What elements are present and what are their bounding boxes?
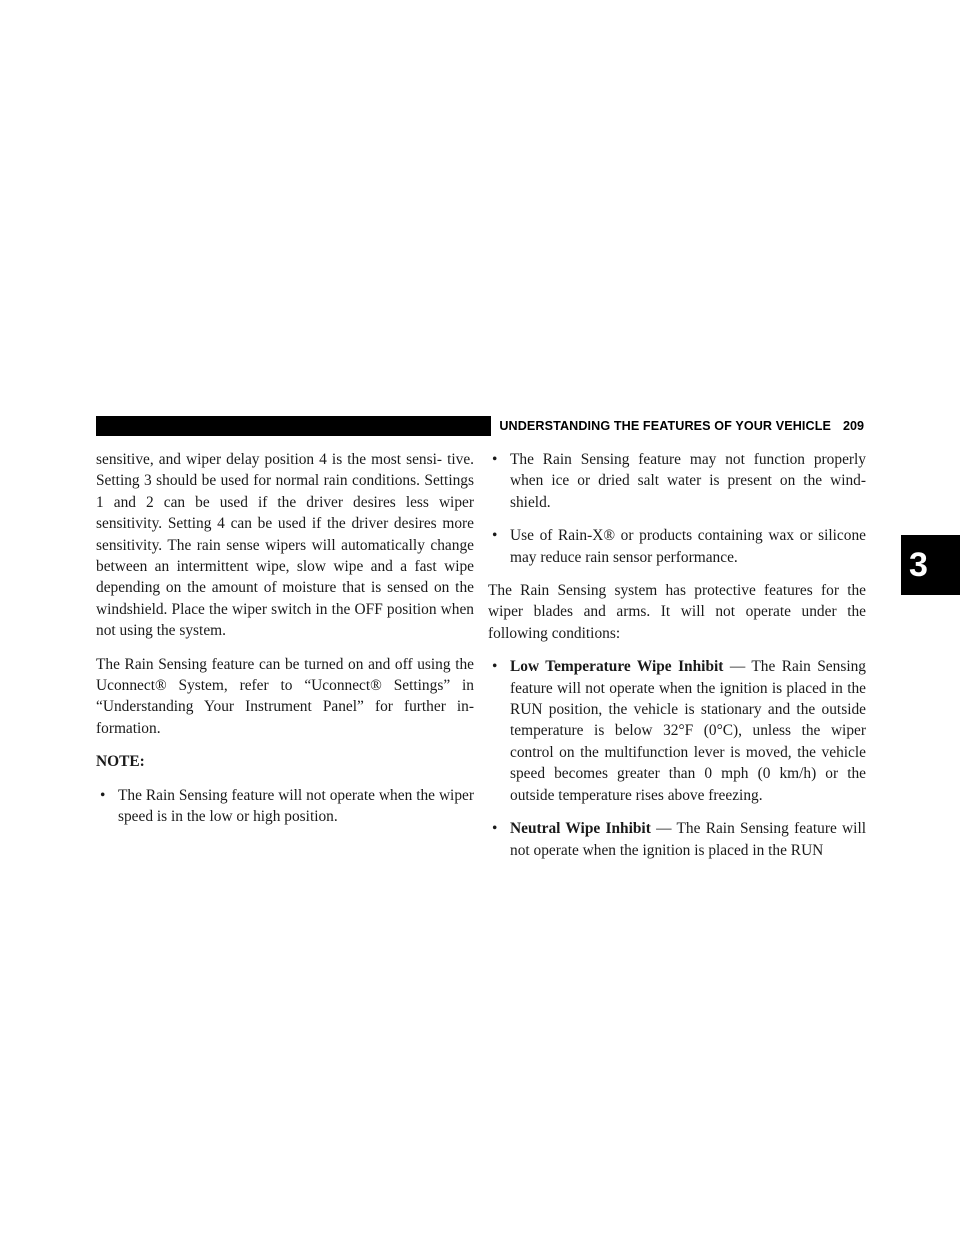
note-bullets-continued	[488, 449, 866, 568]
bullet-icon: •	[492, 820, 498, 838]
conditions-list	[488, 656, 866, 861]
condition-term: Neutral Wipe Inhibit	[510, 820, 651, 838]
bullet-text: The Rain Sensing feature may not function properly when ice or dried salt water is present on the wind- shield.	[510, 451, 866, 511]
bullet-icon: •	[100, 786, 106, 804]
paragraph-uconnect: The Rain Sensing feature can be turned on and off using the Uconnect® System, refer to “Uconnect® Settings” in “Understanding Your Instrument Panel” for further in- formation.	[96, 655, 474, 737]
condition-term: Low Temperature Wipe Inhibit	[510, 658, 724, 676]
bullet-text: The Rain Sensing feature will not operate when the wiper speed is in the low or high position.	[118, 786, 474, 826]
bullet-icon: •	[492, 658, 498, 676]
note-bullets	[96, 785, 474, 828]
paragraph-protective-features: The Rain Sensing system has protective features for the wiper blades and arms. It will not operate under the following conditions:	[488, 582, 866, 642]
bullet-text: Use of Rain-X® or products containing wax or silicone may reduce rain sensor performance.	[510, 527, 866, 566]
page-header	[96, 415, 864, 437]
list-item	[488, 525, 866, 568]
chapter-tab: 3	[901, 535, 960, 595]
list-item	[96, 785, 474, 828]
bullet-icon: •	[492, 451, 498, 468]
right-column	[488, 449, 866, 873]
header-title: UNDERSTANDING THE FEATURES OF YOUR VEHICLE	[499, 419, 831, 433]
condition-text: — The Rain Sensing feature will not operate when the ignition is placed in the RUN position, the vehicle is stationary and the outside temperature is below 32°F (0°C), unless the wiper control on the multifunction lever is moved, the vehicle speed becomes greater than 0 mph (0 km/h) or the outside temperature rises above freezing.	[510, 658, 866, 804]
left-column	[96, 449, 474, 840]
condition-text: — The Rain Sensing feature will not operate when the ignition is placed in the RUN	[510, 820, 867, 859]
page-number: 209	[842, 419, 864, 433]
list-item	[488, 656, 866, 806]
list-item	[488, 818, 866, 861]
header-rule	[96, 416, 491, 436]
bullet-icon: •	[492, 527, 498, 545]
note-label: NOTE:	[96, 753, 145, 771]
paragraph-sensitivity: sensitive, and wiper delay position 4 is the most sensi- tive. Setting 3 should be used for normal rain conditions. Settings 1 and 2 can be used if the driver desires less wiper sensitivity. Setting 4 can be used if the driver desires more sensitivity. The rain sense wipers will automatically change between an intermittent wipe, slow wipe and a fast wipe depending on the amount of moisture that is sensed on the windshield. Place the wiper switch in the OFF position when not using the system.	[96, 451, 474, 640]
list-item	[488, 449, 866, 513]
